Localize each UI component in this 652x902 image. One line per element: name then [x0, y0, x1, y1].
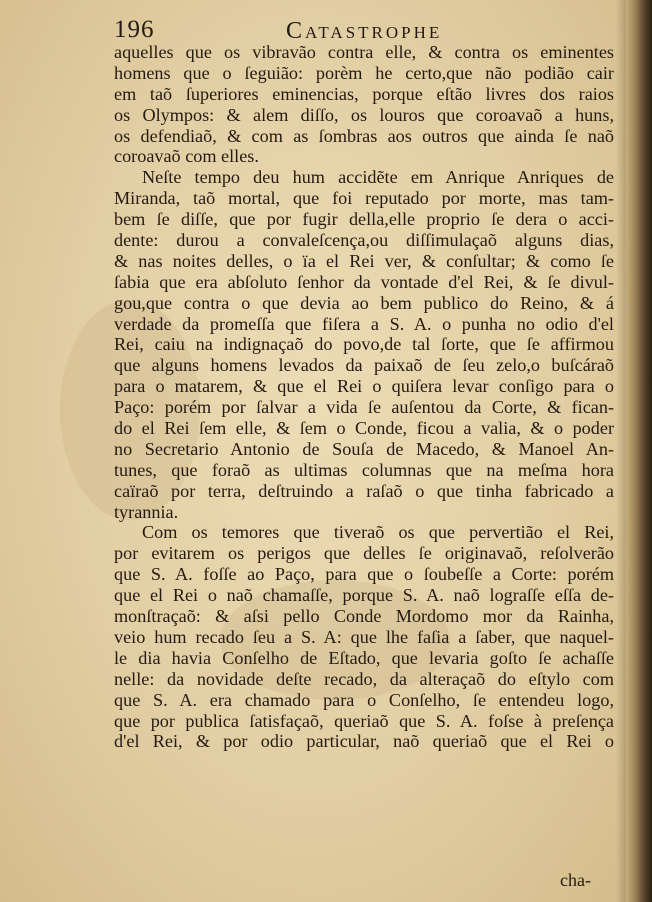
- text-line: tyrannia.: [114, 501, 179, 522]
- text-line: os defendiaõ, & com as ſombras aos outros que ainda ſe naõ: [114, 125, 614, 146]
- text-line: homens que o ſeguião: porèm he certo,que não podião cair: [114, 62, 614, 83]
- text-line: gou,que contra o que devia ao bem publico do Reino, & á: [114, 292, 614, 313]
- text-line: tunes, que foraõ as ultimas columnas que na meſma hora: [114, 459, 614, 480]
- text-line: Paço: porém por ſalvar a vida ſe auſentou da Corte, & fican-: [114, 397, 614, 418]
- paragraph-first-line: Com os temores que tiveraõ os que pervertião el Rei,: [142, 522, 614, 543]
- text-line: veio hum recado ſeu a S. A: que lhe faſia a ſaber, que naquel-: [114, 626, 614, 647]
- text-line: por evitarem os perigos que delles ſe originavaõ, reſolverão: [114, 543, 614, 564]
- text-line: nelle: da novidade deſte recado, da alteraçaõ do eſtylo com: [114, 668, 614, 689]
- text-line: le dia havia Conſelho de Eſtado, que levaria goſto ſe achaſſe: [114, 647, 614, 668]
- page-number: 196: [114, 16, 155, 43]
- text-line: coroavaõ com elles.: [114, 146, 259, 167]
- catchword: cha-: [560, 870, 591, 890]
- text-line: no Secretario Antonio de Souſa de Macedo, & Manoel An-: [114, 438, 614, 459]
- text-line: verdade da promeſſa que fiſera a S. A. o punha no odio d'el: [114, 313, 614, 334]
- paragraph-first-line: Neſte tempo deu hum accidẽte em Anrique Anriques de: [142, 167, 614, 188]
- text-line: do el Rei ſem elle, & ſem o Conde, ficou a valia, & o poder: [114, 418, 614, 439]
- text-line: que el Rei o naõ chamaſſe, porque S. A. naõ lograſſe eſſa de-: [114, 585, 614, 606]
- text-line: caïraõ por terra, deſtruindo a raſaõ o que tinha fabricado a: [114, 480, 614, 501]
- body-text: [114, 42, 614, 752]
- text-line: que por publica ſatisfaçaõ, queriaõ que S. A. foſse à preſença: [114, 710, 614, 731]
- text-line: que S. A. era chamado para o Conſelho, ſe entendeu logo,: [114, 689, 614, 710]
- book-spine: [626, 0, 652, 902]
- text-line: ſabia que era abſoluto ſenhor da vontade d'el Rei, & ſe divul-: [114, 271, 614, 292]
- running-head: Catastrophe: [286, 18, 443, 44]
- text-line: d'el Rei, & por odio particular, naõ queriaõ que el Rei o: [114, 731, 614, 752]
- text-line: bem ſe diſſe, que por fugir della,elle proprio ſe dera o acci-: [114, 209, 614, 230]
- text-line: os Olympos: & alem diſſo, os louros que coroavaõ a huns,: [114, 104, 614, 125]
- text-line: & nas noites delles, o ïa el Rei ver, & conſultar; & como ſe: [114, 250, 614, 271]
- text-line: para o matarem, & que el Rei o quiſera levar conſigo para o: [114, 376, 614, 397]
- text-line: que alguns homens levados da paixaõ de ſeu zelo,o buſcáraõ: [114, 355, 614, 376]
- text-line: em taõ ſuperiores eminencias, porque eſtão livres dos raios: [114, 83, 614, 104]
- text-line: Rei, caiu na indignaçaõ do povo,de tal ſorte, que ſe affirmou: [114, 334, 614, 355]
- text-line: monſtraçaõ: & aſsi pello Conde Mordomo mor da Rainha,: [114, 606, 614, 627]
- text-line: Miranda, taõ mortal, que foi reputado por morte, mas tam-: [114, 188, 614, 209]
- text-line: que S. A. foſſe ao Paço, para que o ſoubeſſe a Corte: porém: [114, 564, 614, 585]
- text-line: dente: durou a convaleſcença,ou diſſimulaçaõ alguns dias,: [114, 230, 614, 251]
- text-line: aquelles que os vibravão contra elle, & contra os eminentes: [114, 42, 614, 62]
